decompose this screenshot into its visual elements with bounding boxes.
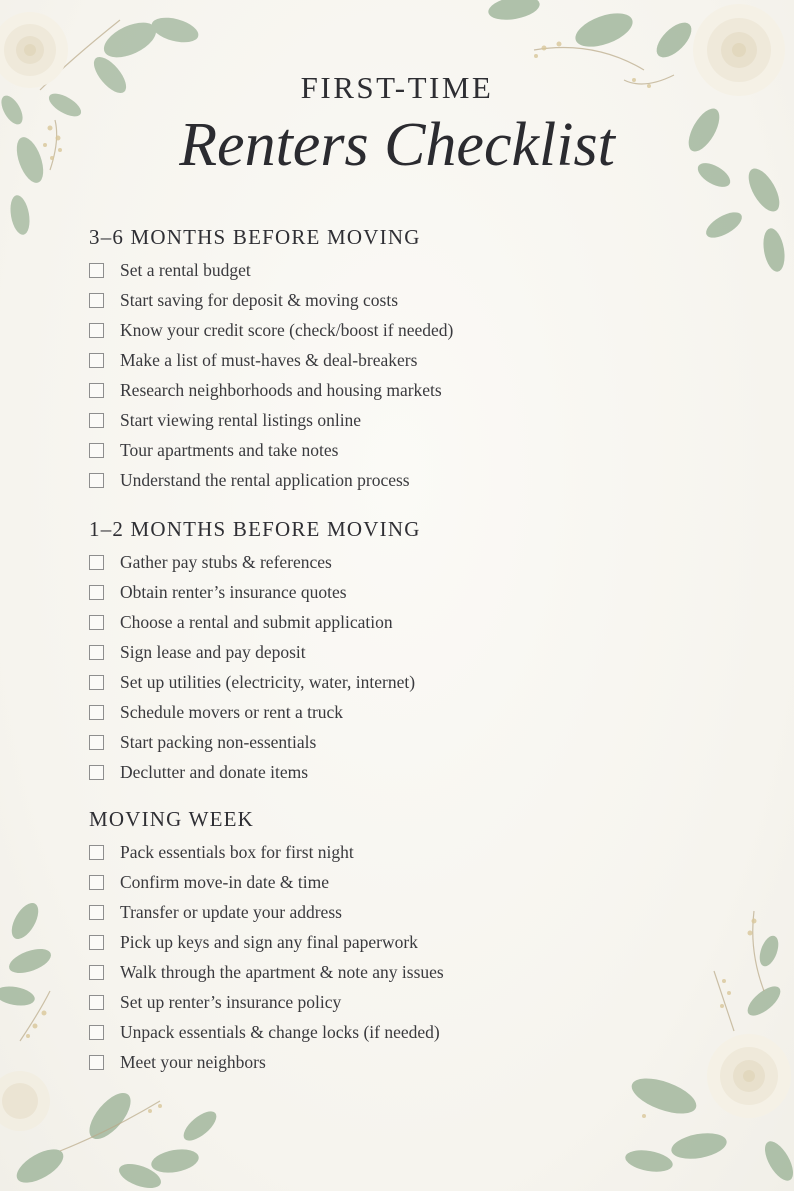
section-moving-week xyxy=(89,803,709,1078)
section-heading: 3–6 MONTHS BEFORE MOVING xyxy=(89,225,421,249)
checkbox[interactable] xyxy=(89,585,104,600)
checklist-item-label: Transfer or update your address xyxy=(120,901,342,922)
checkbox[interactable] xyxy=(89,645,104,660)
checklist-item-label: Gather pay stubs & references xyxy=(120,551,332,572)
checkbox[interactable] xyxy=(89,995,104,1010)
checkbox[interactable] xyxy=(89,353,104,368)
title-line-1: FIRST-TIME xyxy=(300,70,494,105)
checkbox[interactable] xyxy=(89,443,104,458)
checklist-item[interactable] xyxy=(89,375,709,405)
section-3-6-months xyxy=(89,221,709,496)
checklist-item-label: Understand the rental application process xyxy=(120,470,410,491)
checklist-item-label: Choose a rental and submit application xyxy=(120,611,393,632)
checklist-item[interactable] xyxy=(89,927,709,957)
checklist-item[interactable] xyxy=(89,577,709,607)
checklist-item-label: Start viewing rental listings online xyxy=(120,410,362,431)
checkbox[interactable] xyxy=(89,935,104,950)
section-heading: 1–2 MONTHS BEFORE MOVING xyxy=(89,517,421,541)
checklist-item[interactable] xyxy=(89,466,709,496)
checkbox[interactable] xyxy=(89,473,104,488)
checklist-item[interactable] xyxy=(89,547,709,577)
checkbox[interactable] xyxy=(89,383,104,398)
checkbox[interactable] xyxy=(89,765,104,780)
checklist-item[interactable] xyxy=(89,255,709,285)
checkbox[interactable] xyxy=(89,1025,104,1040)
checkbox[interactable] xyxy=(89,705,104,720)
checkbox[interactable] xyxy=(89,905,104,920)
checkbox[interactable] xyxy=(89,263,104,278)
checklist-item-label: Make a list of must-haves & deal-breakers xyxy=(120,349,418,370)
checklist-item-label: Know your credit score (check/boost if needed) xyxy=(120,319,454,340)
checklist-item-label: Walk through the apartment & note any issues xyxy=(120,961,444,982)
checklist-item-label: Set a rental budget xyxy=(120,259,251,280)
checkbox[interactable] xyxy=(89,965,104,980)
checkbox[interactable] xyxy=(89,735,104,750)
checklist-item[interactable] xyxy=(89,607,709,637)
checklist-item[interactable] xyxy=(89,837,709,867)
checklist-item-label: Tour apartments and take notes xyxy=(120,440,339,461)
checklist-item[interactable] xyxy=(89,637,709,667)
checklist-item-label: Pick up keys and sign any final paperwork xyxy=(120,931,418,952)
checkbox[interactable] xyxy=(89,875,104,890)
checkbox[interactable] xyxy=(89,413,104,428)
checklist-item-label: Schedule movers or rent a truck xyxy=(120,702,344,723)
checkbox[interactable] xyxy=(89,555,104,570)
checkbox[interactable] xyxy=(89,1055,104,1070)
section-heading: MOVING WEEK xyxy=(89,807,255,831)
checklist-item[interactable] xyxy=(89,758,709,788)
checklist-item[interactable] xyxy=(89,867,709,897)
checkbox[interactable] xyxy=(89,675,104,690)
checklist-item-label: Unpack essentials & change locks (if needed) xyxy=(120,1022,440,1043)
checklist-item-label: Declutter and donate items xyxy=(120,762,309,783)
checklist-item[interactable] xyxy=(89,987,709,1017)
checklist-item[interactable] xyxy=(89,697,709,727)
checkbox[interactable] xyxy=(89,845,104,860)
checklist-item-label: Start packing non-essentials xyxy=(120,732,317,753)
checklist-item-label: Start saving for deposit & moving costs xyxy=(120,289,399,310)
checklist-item[interactable] xyxy=(89,957,709,987)
checklist-item[interactable] xyxy=(89,285,709,315)
checkbox[interactable] xyxy=(89,293,104,308)
checkbox[interactable] xyxy=(89,615,104,630)
checklist-item[interactable] xyxy=(89,1048,709,1078)
checklist-item-label: Set up renter’s insurance policy xyxy=(120,992,342,1013)
checklist-item[interactable] xyxy=(89,728,709,758)
checklist-item[interactable] xyxy=(89,405,709,435)
checklist-item[interactable] xyxy=(89,315,709,345)
title-line-2: Renters Checklist xyxy=(179,111,615,179)
checklist-item[interactable] xyxy=(89,1018,709,1048)
checklist-item-label: Obtain renter’s insurance quotes xyxy=(120,581,347,602)
checklist-item[interactable] xyxy=(89,897,709,927)
checklist-item-label: Confirm move-in date & time xyxy=(120,871,329,892)
checklist-item[interactable] xyxy=(89,345,709,375)
checklist-item[interactable] xyxy=(89,436,709,466)
checklist-item-label: Pack essentials box for first night xyxy=(120,841,354,862)
checklist-item-label: Research neighborhoods and housing markets xyxy=(120,379,442,400)
checklist-item-label: Set up utilities (electricity, water, internet) xyxy=(120,671,416,692)
checklist-item-label: Meet your neighbors xyxy=(120,1052,266,1073)
section-1-2-months xyxy=(89,513,709,788)
checkbox[interactable] xyxy=(89,323,104,338)
checklist-item-label: Sign lease and pay deposit xyxy=(120,641,306,662)
checklist-item[interactable] xyxy=(89,667,709,697)
